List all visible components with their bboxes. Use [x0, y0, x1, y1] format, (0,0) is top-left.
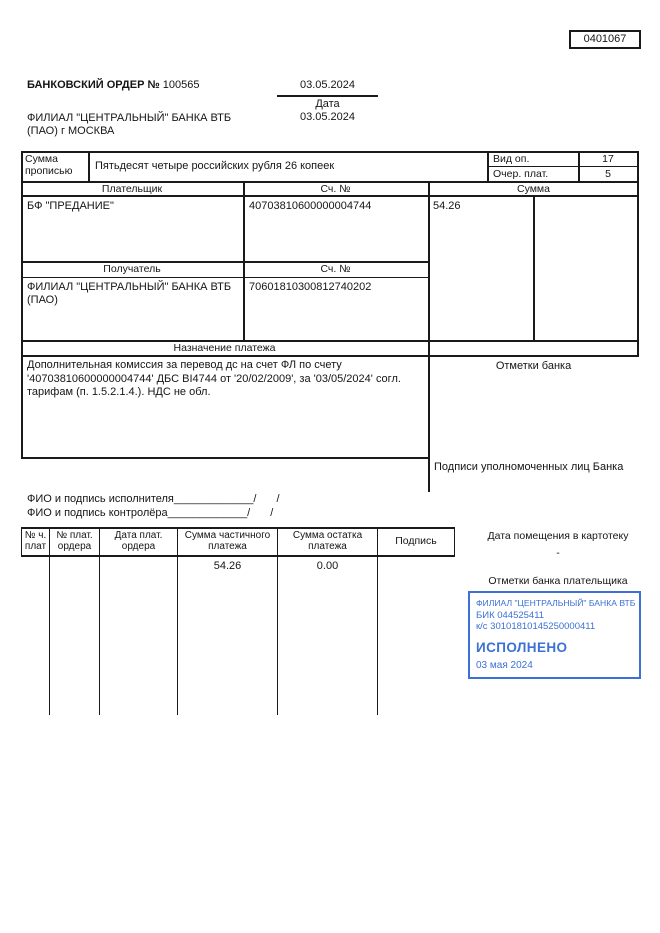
- payer-account-divider: [243, 181, 245, 340]
- bank-name-line-2: (ПАО) г МОСКВА: [27, 125, 115, 137]
- sum-column-label: Сумма: [517, 183, 550, 195]
- purpose-text: Дополнительная комиссия за перевод дс на счет ФЛ по счету '40703810600000004744' ДБС BI4744 от '20/02/2009', за '03/05/2024' согл. тарифам (п. 1.5.2.1.4.). НДС не обл.: [27, 359, 401, 398]
- payment-priority-value: 5: [605, 168, 611, 180]
- title-label: БАНКОВСКИЙ ОРДЕР №: [27, 79, 160, 91]
- partial-header-order-number: № плат. ордера: [56, 530, 93, 552]
- sum-inner-divider: [533, 195, 535, 340]
- recipient-account-number: 70601810300812740202: [249, 281, 372, 293]
- amount-label-divider: [88, 151, 90, 181]
- payer-section-label: Плательщик: [101, 183, 163, 195]
- partial-amount-value: 54.26: [213, 560, 242, 572]
- stamp-corr-account: к/с 30101810145250000411: [476, 621, 596, 632]
- recipient-header-bottom-border: [21, 277, 428, 278]
- operation-type-left-divider: [487, 151, 489, 181]
- stamp-status: ИСПОЛНЕНО: [476, 639, 568, 655]
- controller-signature-row: [27, 507, 273, 520]
- partial-col-divider-4: [277, 527, 278, 715]
- sum-column-divider: [428, 181, 430, 492]
- executor-signature-slash: /: [276, 493, 280, 505]
- document-title: [27, 79, 200, 92]
- operation-type-value: 17: [602, 153, 614, 165]
- table-right-border: [637, 151, 639, 355]
- amount-in-words-label: Сумма прописью: [25, 153, 73, 177]
- controller-signature-line: _____________/: [167, 507, 251, 519]
- partial-header-signature: Подпись: [395, 535, 437, 547]
- partial-table-right-border: [454, 527, 455, 555]
- bank-marks-label: Отметки банка: [495, 360, 572, 372]
- recipient-account-label: Сч. №: [320, 263, 351, 275]
- form-code: 0401067: [583, 33, 627, 45]
- recipient-name: ФИЛИАЛ "ЦЕНТРАЛЬНЫЙ" БАНКА ВТБ (ПАО): [27, 281, 232, 306]
- stamp-bank-name: ФИЛИАЛ "ЦЕНТРАЛЬНЫЙ" БАНКА ВТБ: [476, 598, 636, 608]
- partial-table-header-bottom-border: [21, 555, 455, 557]
- purpose-section-label: Назначение платежа: [173, 342, 276, 354]
- table-top-border: [21, 151, 639, 153]
- executor-signature-line: _____________/: [173, 493, 257, 505]
- stamp-bik: БИК 044525411: [476, 609, 545, 621]
- partial-header-order-date: Дата плат. ордера: [114, 530, 163, 552]
- payer-account-number: 40703810600000004744: [249, 200, 372, 212]
- order-number: 100565: [159, 79, 200, 91]
- date-underline: [277, 95, 378, 97]
- date-label: Дата: [315, 98, 340, 110]
- purpose-header-bottom-border: [21, 355, 639, 357]
- controller-signature-slash: /: [270, 507, 274, 519]
- operation-type-row-divider: [487, 166, 639, 167]
- kartoteka-label: Дата помещения в картотеку: [487, 530, 629, 542]
- payer-bank-stamp: [468, 591, 641, 679]
- payer-amount: 54.26: [433, 200, 461, 212]
- stamp-date: 03 мая 2024: [476, 660, 533, 671]
- partial-col-divider-2: [99, 527, 100, 715]
- partial-col-divider-1: [49, 527, 50, 715]
- form-code-box: [569, 30, 641, 49]
- executor-signature-row: [27, 493, 280, 506]
- date-value-2: 03.05.2024: [299, 111, 356, 123]
- payer-account-label: Сч. №: [320, 183, 351, 195]
- date-value: 03.05.2024: [299, 79, 356, 91]
- bank-name-line-1: ФИЛИАЛ "ЦЕНТРАЛЬНЫЙ" БАНКА ВТБ: [27, 112, 232, 124]
- payment-priority-label: Очер. плат.: [493, 168, 549, 180]
- table-left-border: [21, 151, 23, 457]
- partial-col-divider-5: [377, 527, 378, 715]
- bank-signatures-label: Подписи уполномоченных лиц Банка: [434, 461, 624, 473]
- remaining-amount-value: 0.00: [316, 560, 339, 572]
- purpose-section-bottom-border: [21, 457, 428, 459]
- amount-in-words: Пятьдесят четыре российских рубля 26 копеек: [95, 160, 335, 172]
- payer-header-bottom-border: [21, 195, 639, 197]
- recipient-section-label: Получатель: [103, 263, 161, 275]
- partial-col-divider-3: [177, 527, 178, 715]
- partial-header-partial-sum: Сумма частичного платежа: [184, 530, 271, 552]
- operation-type-label: Вид оп.: [493, 153, 530, 165]
- controller-signature-label: ФИО и подпись контролёра: [27, 507, 168, 519]
- kartoteka-value: -: [556, 547, 560, 559]
- partial-header-remaining-sum: Сумма остатка платежа: [292, 530, 363, 552]
- payer-name: БФ "ПРЕДАНИЕ": [27, 200, 114, 212]
- payer-bank-marks-label: Отметки банка плательщика: [488, 575, 628, 587]
- executor-signature-label: ФИО и подпись исполнителя: [27, 493, 174, 505]
- partial-header-part-number: № ч. плат: [24, 530, 47, 552]
